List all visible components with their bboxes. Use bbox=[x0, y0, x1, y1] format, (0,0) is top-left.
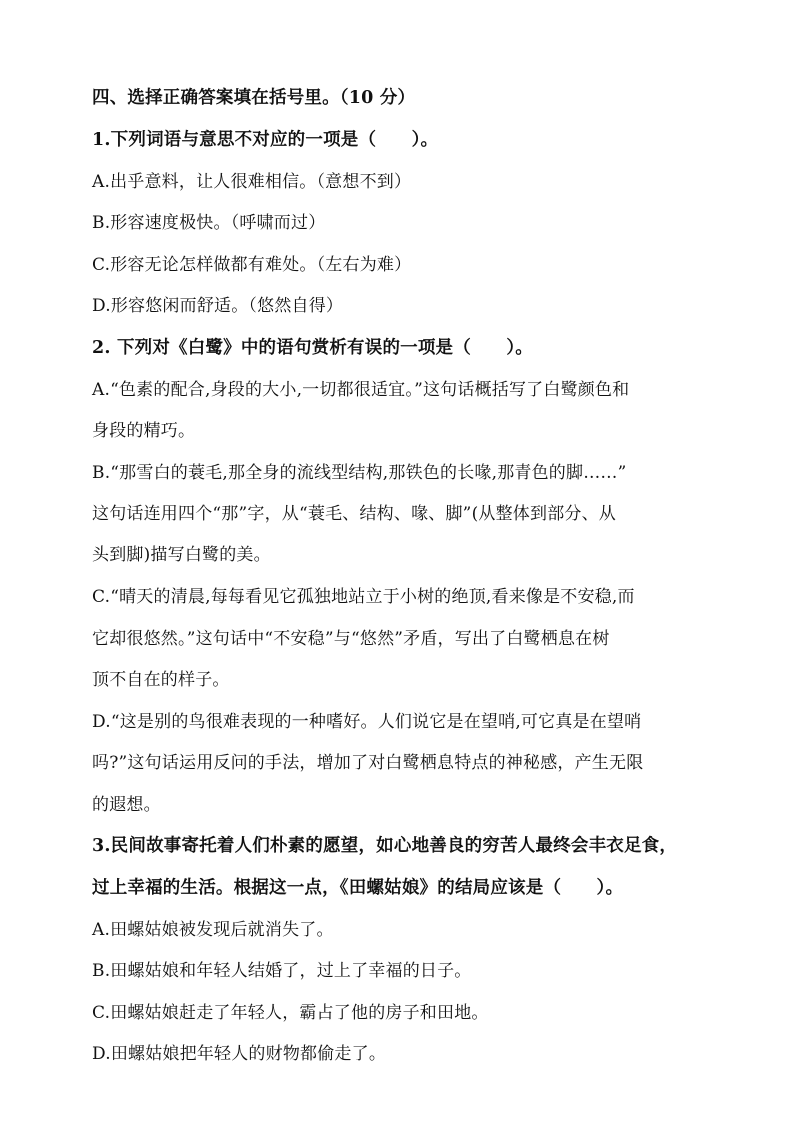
question-2-option-d-line-1: D.“这是别的鸟很难表现的一种嗜好。人们说它是在望哨,可它真是在望哨 bbox=[92, 712, 642, 732]
question-3-stem-line-1: 3.民间故事寄托着人们朴素的愿望，如心地善良的穷苦人最终会丰衣足食， bbox=[92, 836, 678, 856]
question-2-option-d-line-3: 的遐想。 bbox=[92, 795, 161, 815]
question-2-option-b-line-1: B.“那雪白的蓑毛,那全身的流线型结构,那铁色的长喙,那青色的脚……” bbox=[92, 463, 627, 483]
question-1-option-a: A.出乎意料，让人很难相信。（意想不到） bbox=[92, 172, 412, 192]
question-2-option-a-line-2: 身段的精巧。 bbox=[92, 421, 196, 441]
section-heading: 四、选择正确答案填在括号里。（10 分） bbox=[92, 88, 416, 108]
question-1-option-b: B.形容速度极快。（呼啸而过） bbox=[92, 213, 326, 233]
question-1-option-d: D.形容悠闲而舒适。（悠然自得） bbox=[92, 296, 344, 316]
question-2-stem: 2. 下列对《白鹭》中的语句赏析有误的一项是（ ）。 bbox=[92, 338, 534, 358]
question-1-stem: 1.下列词语与意思不对应的一项是（ ）。 bbox=[92, 130, 439, 150]
question-2-option-c-line-2: 它却很悠然。”这句话中“不安稳”与“悠然”矛盾，写出了白鹭栖息在树 bbox=[92, 629, 610, 649]
question-1-option-c: C.形容无论怎样做都有难处。（左右为难） bbox=[92, 255, 412, 275]
question-2-option-d-line-2: 吗?”这句话运用反问的手法，增加了对白鹭栖息特点的神秘感，产生无限 bbox=[92, 753, 644, 773]
question-3-option-a: A.田螺姑娘被发现后就消失了。 bbox=[92, 920, 334, 940]
question-2-option-c-line-1: C.“晴天的清晨,每每看见它孤独地站立于小树的绝顶,看来像是不安稳,而 bbox=[92, 587, 635, 607]
question-3-option-d: D.田螺姑娘把年轻人的财物都偷走了。 bbox=[92, 1044, 387, 1064]
question-3-stem-line-2: 过上幸福的生活。根据这一点，《田螺姑娘》的结局应该是（ ）。 bbox=[92, 878, 624, 898]
question-3-option-c: C.田螺姑娘赶走了年轻人，霸占了他的房子和田地。 bbox=[92, 1003, 489, 1023]
question-3-option-b: B.田螺姑娘和年轻人结婚了，过上了幸福的日子。 bbox=[92, 961, 472, 981]
question-2-option-b-line-2: 这句话连用四个“那”字，从“蓑毛、结构、喙、脚”(从整体到部分、从 bbox=[92, 504, 616, 524]
question-2-option-c-line-3: 顶不自在的样子。 bbox=[92, 670, 230, 690]
question-2-option-b-line-3: 头到脚)描写白鹭的美。 bbox=[92, 545, 271, 565]
question-2-option-a-line-1: A.“色素的配合,身段的大小,一切都很适宜。”这句话概括写了白鹭颜色和 bbox=[92, 380, 630, 400]
